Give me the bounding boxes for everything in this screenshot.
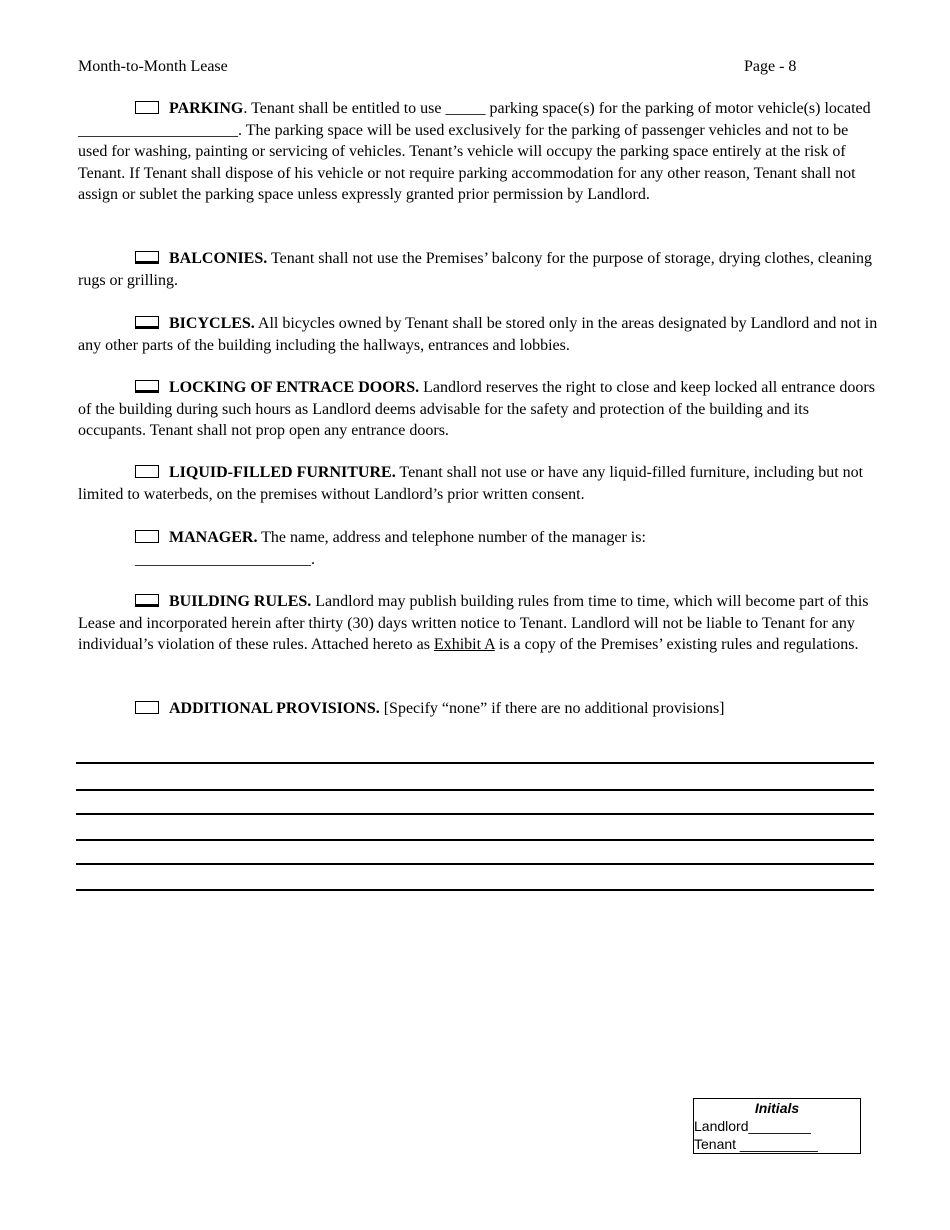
locking-text: Landlord reserves the right to close and keep locked all entrance doors of the building during such hours as Landlord deems advisable for the safety and protection of the building and its occupants. Tenant shall not prop open any entrance doors. [78,379,875,439]
page-number: Page - 8 [744,58,797,75]
manager-heading: MANAGER. [169,529,258,546]
provision-line[interactable] [76,813,874,815]
bicycles-clause [78,313,878,356]
manager-clause [78,527,878,570]
balconies-heading: BALCONIES. [169,250,268,267]
provision-line[interactable] [76,839,874,841]
liquid-furniture-text: Tenant shall not use or have any liquid-filled furniture, including but not limited to waterbeds, on the premises without Landlord’s prior written consent. [78,464,864,503]
locking-clause [78,377,878,442]
initials-title: Initials [754,1100,800,1116]
additional-provisions-clause [78,698,878,720]
building-rules-checkbox[interactable] [135,594,159,607]
bicycles-checkbox[interactable] [135,316,159,329]
parking-checkbox[interactable] [135,101,159,114]
exhibit-a-link: Exhibit A [433,636,495,653]
liquid-furniture-clause [78,462,878,505]
additional-provisions-text: [Specify “none” if there are no additional provisions] [379,700,725,717]
building-rules-heading: BUILDING RULES. [169,593,312,610]
manager-text: The name, address and telephone number of the manager is: [257,529,646,546]
balconies-text: Tenant shall not use the Premises’ balcony for the purpose of storage, drying clothes, cleaning rugs or grilling. [78,250,873,289]
additional-provisions-checkbox[interactable] [135,701,159,714]
provision-line[interactable] [76,889,874,891]
parking-heading: PARKING [169,100,244,117]
building-rules-text-end: is a copy of the Premises’ existing rules and regulations. [494,636,859,653]
balconies-checkbox[interactable] [135,251,159,264]
tenant-initials[interactable]: Tenant __________ [694,1136,818,1152]
locking-heading: LOCKING OF ENTRACE DOORS. [169,379,420,396]
initials-box [693,1098,861,1154]
locking-checkbox[interactable] [135,380,159,393]
liquid-furniture-heading: LIQUID-FILLED FURNITURE. [169,464,396,481]
bicycles-heading: BICYCLES. [169,315,255,332]
manager-blank[interactable]: ______________________. [135,550,315,568]
bicycles-text: All bicycles owned by Tenant shall be stored only in the areas designated by Landlord and not in any other parts of the building including the hallways, entrances and lobbies. [78,315,878,354]
provision-line[interactable] [76,863,874,865]
manager-checkbox[interactable] [135,530,159,543]
document-title: Month-to-Month Lease [78,58,228,75]
parking-text: . Tenant shall be entitled to use _____ parking space(s) for the parking of motor vehicle(s) located ____________________. The parking space will be used exclusively for the parking of passenger vehicles and not to be used for washing, painting or servicing of vehicles. Tenant’s vehicle will occupy the parking space entirely at the risk of Tenant. If Tenant shall dispose of his vehicle or not require parking accommodation for any other reason, Tenant shall not assign or sublet the parking space unless expressly granted prior permission by Landlord. [78,100,871,203]
parking-clause [78,98,878,206]
provision-line[interactable] [76,762,874,764]
provision-line[interactable] [76,789,874,791]
balconies-clause [78,248,878,291]
liquid-furniture-checkbox[interactable] [135,465,159,478]
additional-provisions-heading: ADDITIONAL PROVISIONS. [169,700,380,717]
landlord-initials[interactable]: Landlord________ [694,1118,811,1134]
building-rules-text: Landlord may publish building rules from time to time, which will become part of this Lease and incorporated herein after thirty (30) days written notice to Tenant. Landlord will not be liable to Tenant for any individual’s violation of these rules. Attached hereto as [78,593,869,653]
building-rules-clause [78,591,878,656]
